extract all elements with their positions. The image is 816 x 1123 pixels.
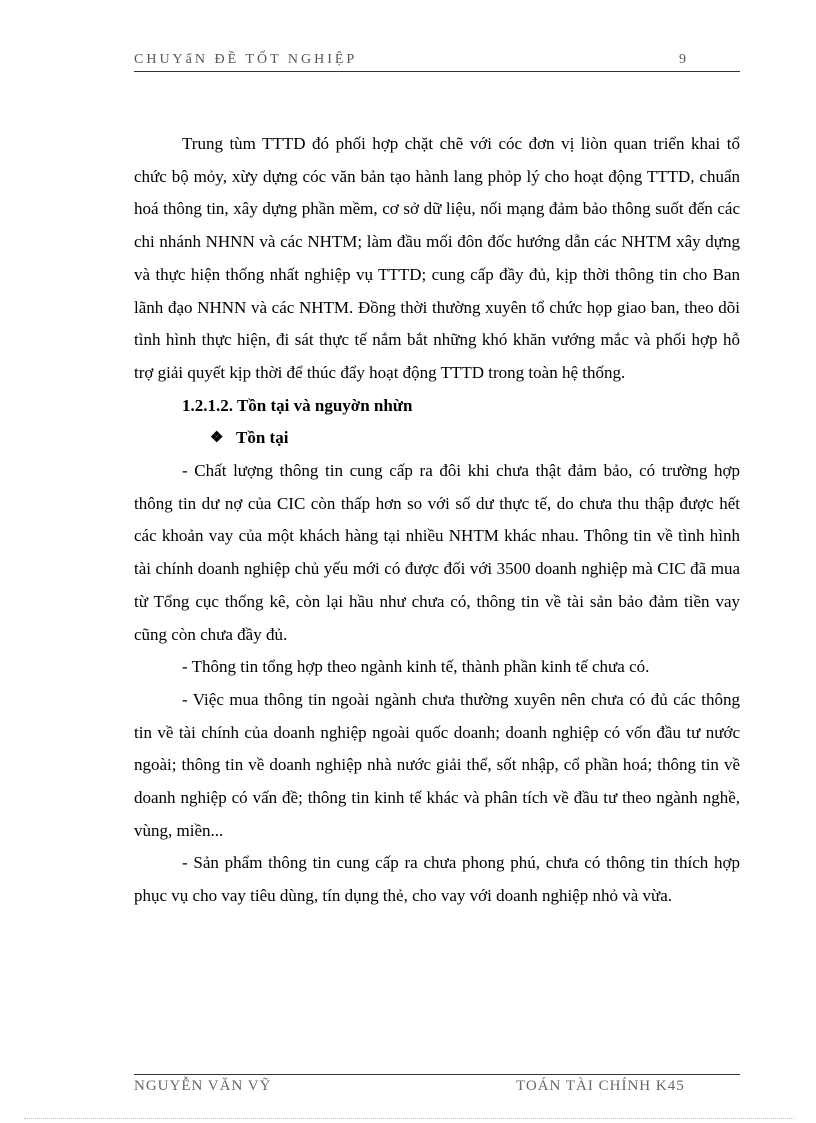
body-paragraph: - Chất lượng thông tin cung cấp ra đôi khi chưa thật đảm bảo, có trường hợp thông tin dư nợ của CIC còn thấp hơn so với số dư thực tế, do chưa thu thập được hết các khoản vay của một khách hàng tại nhiều NHTM khác nhau. Thông tin về tình hình tài chính doanh nghiệp chủ yếu mới có được đối với 3500 doanh nghiệp mà CIC đã mua từ Tổng cục thống kê, còn lại hầu như chưa có, thông tin về tài sản bảo đảm tiền vay cũng còn chưa đầy đủ. [134,461,740,644]
subheading [134,422,740,455]
page-number: 9 [679,52,686,67]
page-body [134,128,740,913]
body-paragraph: - Việc mua thông tin ngoài ngành chưa thường xuyên nên chưa có đủ các thông tin về tài chính của doanh nghiệp ngoài quốc doanh; doanh nghiệp có vốn đầu tư nước ngoài; thông tin về doanh nghiệp nhà nước giải thể, sốt nhập, cổ phần hoá; thông tin về doanh nghiệp có vấn đề; thông tin kinh tế khác và phân tích về đầu tư theo ngành nghề, vùng, miền... [134,689,740,840]
subheading-label: Tồn tại [236,428,289,448]
header-title: CHUYẩN ĐỀ TỐT NGHIỆP [134,52,358,67]
footer-class-name: TOÁN TÀI CHÍNH K45 [516,1078,685,1094]
page-header [134,50,740,72]
page-footer [134,1074,740,1104]
body-paragraph: - Thông tin tổng hợp theo ngành kinh tế, thành phần kinh tế chưa có. [182,657,650,677]
footer-divider [134,1074,740,1075]
body-paragraph: - Sản phẩm thông tin cung cấp ra chưa phong phú, chưa có thông tin thích hợp phục vụ cho vay tiêu dùng, tín dụng thẻ, cho vay với doanh nghiệp nhỏ và vừa. [134,853,740,906]
header-divider [134,71,740,72]
diamond-bullet-icon: ❖ [210,430,224,447]
body-paragraph: Trung tùm TTTD đó phối hợp chặt chẽ với cóc đơn vị liòn quan triển khai tổ chức bộ mỏy, xừy dựng cóc văn bản tạo hành lang phỏp lý cho hoạt động TTTD, chuẩn hoá thông tin, xây dựng phần mềm, cơ sở dữ liệu, nối mạng đảm bảo thông suốt đến các chi nhánh NHNN và các NHTM; làm đầu mối đôn đốc hướng dẫn các NHTM xây dựng và thực hiện thống nhất nghiệp vụ TTTD; cung cấp đầy đủ, kịp thời thông tin cho Ban lãnh đạo NHNN và các NHTM. Đồng thời thường xuyên tổ chức họp giao ban, theo dõi tình hình thực hiện, đi sát thực tế nắm bắt những khó khăn vướng mắc và phối hợp hỗ trợ giải quyết kịp thời để thúc đẩy hoạt động TTTD trong toàn hệ thống. [134,134,740,382]
section-heading: 1.2.1.2. Tồn tại và nguyờn nhừn [182,395,413,415]
page-bottom-border [24,1118,794,1119]
footer-author: NGUYỄN VĂN VỸ [134,1078,272,1094]
